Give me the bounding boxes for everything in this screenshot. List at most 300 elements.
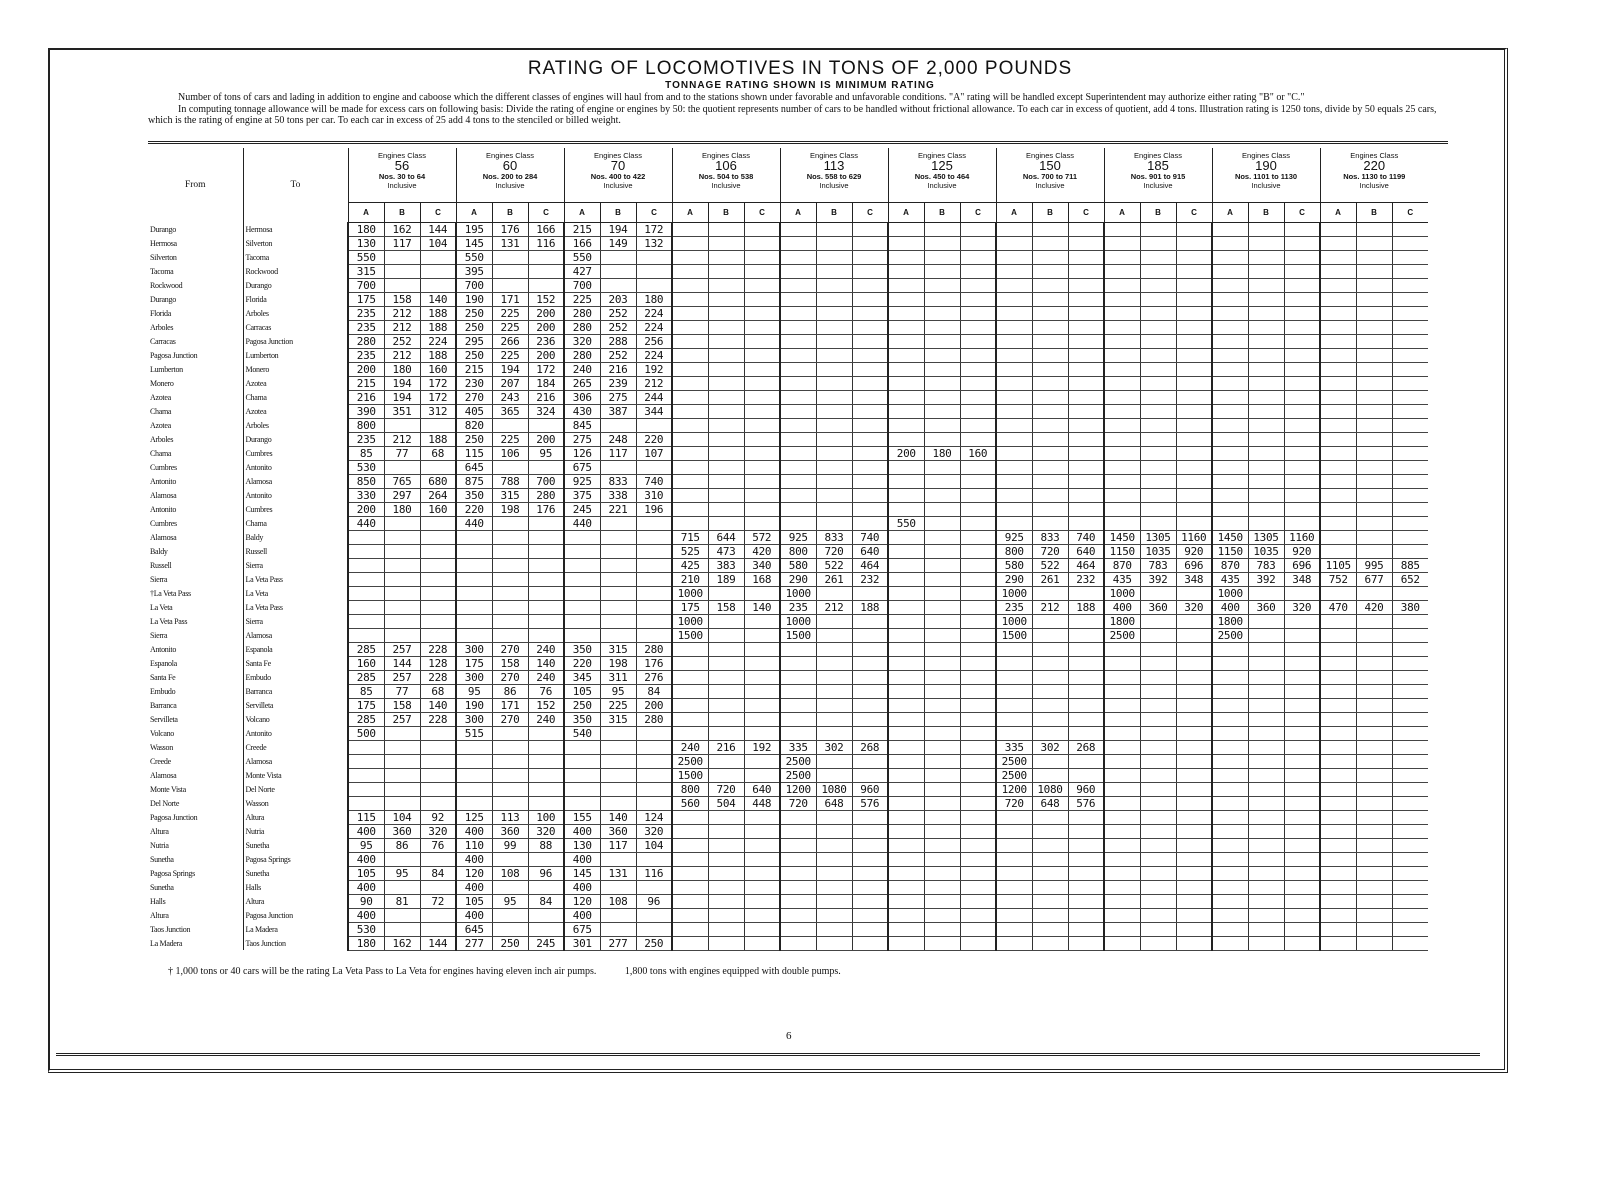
rating-cell — [924, 866, 960, 880]
rating-cell: 400 — [456, 824, 492, 838]
rating-cell — [1356, 376, 1392, 390]
rating-cell — [1176, 488, 1212, 502]
rating-cell — [384, 516, 420, 530]
rating-cell: 696 — [1284, 558, 1320, 572]
rating-cell — [420, 754, 456, 768]
from-station: Chama — [150, 448, 172, 458]
rating-cell — [1392, 446, 1428, 460]
rating-cell — [996, 320, 1032, 334]
to-station: Halls — [243, 880, 348, 894]
rating-cell — [420, 908, 456, 922]
rating-cell: 2500 — [672, 754, 708, 768]
rating-cell — [924, 222, 960, 236]
rating-cell: 2500 — [1212, 628, 1248, 642]
rating-cell — [888, 320, 924, 334]
rating-cell — [1248, 348, 1284, 362]
rating-cell — [636, 530, 672, 544]
rating-cell — [1248, 670, 1284, 684]
rating-cell — [960, 656, 996, 670]
rating-cell — [1140, 866, 1176, 880]
rating-cell — [744, 502, 780, 516]
from-station: Antonito — [150, 644, 177, 654]
rating-cell: 875 — [456, 474, 492, 488]
rating-cell — [780, 852, 816, 866]
rating-cell — [744, 306, 780, 320]
rating-cell — [780, 698, 816, 712]
rating-cell — [1248, 796, 1284, 810]
rating-cell — [672, 250, 708, 264]
rating-cell — [1032, 474, 1068, 488]
rating-cell — [888, 796, 924, 810]
rating-cell — [1032, 250, 1068, 264]
rating-cell: 1500 — [672, 768, 708, 782]
rating-cell: 198 — [600, 656, 636, 670]
rating-cell: 188 — [1068, 600, 1104, 614]
rating-cell — [672, 488, 708, 502]
rating-cell — [564, 586, 600, 600]
engines-class-label: Engines Class — [594, 151, 642, 160]
rating-cell: 1800 — [1212, 614, 1248, 628]
engine-class-header — [456, 148, 564, 202]
rating-cell — [1392, 250, 1428, 264]
rating-cell — [600, 768, 636, 782]
rating-cell — [1176, 376, 1212, 390]
rating-cell: 194 — [384, 376, 420, 390]
rating-cell — [1356, 810, 1392, 824]
rating-cell: 245 — [564, 502, 600, 516]
rating-cell — [708, 936, 744, 950]
rating-cell: 700 — [348, 278, 384, 292]
rating-cell: 320 — [636, 824, 672, 838]
rating-cell: 240 — [564, 362, 600, 376]
rating-cell — [384, 768, 420, 782]
rating-cell: 315 — [348, 264, 384, 278]
rating-cell: 125 — [456, 810, 492, 824]
engine-class-number: 125 — [931, 158, 953, 173]
rating-cell — [1032, 642, 1068, 656]
to-station: Monero — [243, 362, 348, 376]
rating-cell — [1104, 698, 1140, 712]
rating-cell — [528, 250, 564, 264]
rating-cell: 250 — [456, 432, 492, 446]
rating-cell — [1212, 502, 1248, 516]
rating-cell — [1104, 908, 1140, 922]
rating-cell — [1104, 866, 1140, 880]
rating-cell — [1140, 488, 1176, 502]
rating-cell — [672, 236, 708, 250]
rating-cell — [636, 852, 672, 866]
rating-cell: 158 — [384, 292, 420, 306]
rating-cell — [528, 740, 564, 754]
rating-cell: 700 — [528, 474, 564, 488]
rating-cell: 920 — [1176, 544, 1212, 558]
rating-cell — [1320, 656, 1356, 670]
rating-cell — [528, 614, 564, 628]
rating-cell — [1176, 222, 1212, 236]
rating-cell — [708, 306, 744, 320]
rating-cell — [888, 236, 924, 250]
to-station: Santa Fe — [243, 656, 348, 670]
rating-cell — [996, 236, 1032, 250]
rating-cell — [960, 516, 996, 530]
rating-cell — [672, 334, 708, 348]
rating-cell — [708, 628, 744, 642]
rating-cell: 400 — [564, 824, 600, 838]
rating-cell — [1104, 446, 1140, 460]
rating-cell — [1068, 222, 1104, 236]
rating-cell — [960, 628, 996, 642]
rating-cell — [1140, 936, 1176, 950]
rating-cell — [708, 852, 744, 866]
rating-cell — [780, 866, 816, 880]
rating-cell — [1140, 222, 1176, 236]
rating-cell — [1320, 614, 1356, 628]
rating-cell: 216 — [528, 390, 564, 404]
rating-cell — [528, 572, 564, 586]
rating-cell: 96 — [636, 894, 672, 908]
rating-cell: 310 — [636, 488, 672, 502]
rating-cell: 216 — [708, 740, 744, 754]
rating-cell — [636, 782, 672, 796]
rating-cell — [1320, 936, 1356, 950]
rating-cell — [924, 502, 960, 516]
to-station: Sierra — [243, 614, 348, 628]
rating-cell: 250 — [456, 348, 492, 362]
rating-letter-header: B — [1032, 202, 1068, 222]
rating-cell: 360 — [1248, 600, 1284, 614]
rating-letter-header: A — [780, 202, 816, 222]
rating-cell — [1068, 754, 1104, 768]
rating-cell — [852, 404, 888, 418]
rating-cell — [1284, 656, 1320, 670]
rating-cell — [960, 908, 996, 922]
rating-cell — [996, 670, 1032, 684]
rating-cell — [1392, 432, 1428, 446]
to-station: Hermosa — [243, 222, 348, 236]
rating-cell — [1284, 908, 1320, 922]
rating-cell — [420, 558, 456, 572]
from-station: La Veta Pass — [150, 616, 188, 626]
rating-cell — [636, 726, 672, 740]
table-row — [148, 334, 1428, 348]
rating-cell — [852, 838, 888, 852]
engine-class-number: 106 — [715, 158, 737, 173]
rating-cell — [636, 250, 672, 264]
rating-letter-header: A — [1320, 202, 1356, 222]
rating-cell — [1140, 418, 1176, 432]
rating-cell: 677 — [1356, 572, 1392, 586]
rating-cell — [744, 236, 780, 250]
rating-cell: 680 — [420, 474, 456, 488]
rating-cell — [1320, 922, 1356, 936]
rating-cell — [1068, 936, 1104, 950]
rating-cell — [1176, 670, 1212, 684]
rating-cell — [708, 670, 744, 684]
rating-cell — [1392, 376, 1428, 390]
to-station: Embudo — [243, 670, 348, 684]
rating-cell: 140 — [744, 600, 780, 614]
rating-cell — [1392, 908, 1428, 922]
rating-cell — [564, 544, 600, 558]
rating-cell — [888, 754, 924, 768]
rating-cell — [1356, 320, 1392, 334]
rating-cell — [1068, 908, 1104, 922]
rating-cell — [1212, 222, 1248, 236]
rating-cell — [924, 852, 960, 866]
rating-cell: 752 — [1320, 572, 1356, 586]
rating-cell — [1176, 726, 1212, 740]
intro-paragraph: Number of tons of cars and lading in addition to engine and caboose which the different classes of engines will haul from and to the stations shown under favorable and unfavorable conditions. "A" rating will be handled except Superintendent may authorize either rating "B" or "C." — [178, 92, 1305, 103]
inclusive-label: Inclusive — [495, 181, 525, 190]
table-row — [148, 572, 1428, 586]
rating-cell: 115 — [456, 446, 492, 460]
rating-cell — [1356, 852, 1392, 866]
rating-cell — [1284, 894, 1320, 908]
rating-cell — [780, 348, 816, 362]
rating-cell — [1176, 460, 1212, 474]
rating-cell — [1392, 726, 1428, 740]
rating-cell — [1284, 936, 1320, 950]
rating-cell — [636, 418, 672, 432]
rating-cell: 200 — [528, 320, 564, 334]
rating-cell — [600, 922, 636, 936]
rating-cell: 1200 — [996, 782, 1032, 796]
rating-cell: 95 — [348, 838, 384, 852]
rating-cell — [600, 796, 636, 810]
rating-cell — [960, 404, 996, 418]
rating-cell — [384, 880, 420, 894]
rating-cell — [888, 250, 924, 264]
rating-cell: 171 — [492, 292, 528, 306]
rating-cell — [924, 558, 960, 572]
rating-cell: 348 — [1284, 572, 1320, 586]
rating-cell — [1248, 278, 1284, 292]
rating-cell — [636, 908, 672, 922]
rating-cell — [1212, 726, 1248, 740]
table-row — [148, 782, 1428, 796]
rating-cell: 96 — [528, 866, 564, 880]
rating-cell — [1392, 740, 1428, 754]
rating-cell — [1032, 768, 1068, 782]
rating-cell — [1356, 894, 1392, 908]
rating-cell — [960, 810, 996, 824]
rating-cell — [888, 628, 924, 642]
rating-cell — [1356, 264, 1392, 278]
rating-cell — [1140, 516, 1176, 530]
rating-cell: 194 — [492, 362, 528, 376]
rating-cell: 645 — [456, 460, 492, 474]
rating-cell: 215 — [564, 222, 600, 236]
rating-cell — [1320, 516, 1356, 530]
rating-cell — [1320, 866, 1356, 880]
rating-cell — [420, 516, 456, 530]
footnote — [168, 966, 867, 977]
rating-cell — [816, 852, 852, 866]
rating-cell — [1212, 418, 1248, 432]
rating-cell: 420 — [1356, 600, 1392, 614]
rating-cell — [1068, 712, 1104, 726]
rating-cell — [492, 880, 528, 894]
rating-cell — [1176, 642, 1212, 656]
rating-cell — [420, 796, 456, 810]
rating-cell: 261 — [1032, 572, 1068, 586]
rating-cell — [744, 642, 780, 656]
rating-cell — [1320, 446, 1356, 460]
rating-cell — [888, 460, 924, 474]
rating-cell — [960, 376, 996, 390]
rating-cell: 158 — [492, 656, 528, 670]
rating-cell: 525 — [672, 544, 708, 558]
rating-cell — [996, 726, 1032, 740]
from-station: †La Veta Pass — [150, 588, 191, 598]
rating-letter-header: A — [888, 202, 924, 222]
rating-cell — [1320, 320, 1356, 334]
rating-cell: 76 — [528, 684, 564, 698]
rating-cell: 180 — [636, 292, 672, 306]
rating-cell: 175 — [348, 292, 384, 306]
engines-class-label: Engines Class — [486, 151, 534, 160]
rating-cell — [672, 418, 708, 432]
rating-cell — [1284, 320, 1320, 334]
page-title: RATING OF LOCOMOTIVES IN TONS OF 2,000 POUNDS — [527, 58, 1073, 79]
rating-cell — [924, 796, 960, 810]
rating-cell — [1212, 768, 1248, 782]
rating-cell — [960, 278, 996, 292]
rating-cell — [1356, 530, 1392, 544]
rating-cell — [852, 656, 888, 670]
rating-cell — [852, 516, 888, 530]
rating-cell — [1212, 670, 1248, 684]
rating-cell — [960, 544, 996, 558]
from-station: Rockwood — [150, 280, 183, 290]
rating-cell — [888, 670, 924, 684]
engine-class-header — [672, 148, 780, 202]
rating-cell — [960, 250, 996, 264]
table-row — [148, 432, 1428, 446]
rating-letter-header: B — [492, 202, 528, 222]
rating-cell — [1392, 516, 1428, 530]
rating-cell: 788 — [492, 474, 528, 488]
rating-cell: 215 — [456, 362, 492, 376]
rating-cell: 845 — [564, 418, 600, 432]
rating-cell — [1176, 866, 1212, 880]
rating-cell — [1140, 306, 1176, 320]
rating-cell — [744, 278, 780, 292]
table-row — [148, 852, 1428, 866]
rating-cell — [708, 460, 744, 474]
page-subtitle: TONNAGE RATING SHOWN IS MINIMUM RATING — [665, 80, 935, 91]
rating-cell: 68 — [420, 446, 456, 460]
rating-cell — [1212, 390, 1248, 404]
rating-cell: 1500 — [780, 628, 816, 642]
rating-cell — [996, 824, 1032, 838]
rating-cell — [960, 922, 996, 936]
rating-cell: 320 — [1176, 600, 1212, 614]
rating-cell — [1140, 320, 1176, 334]
rating-letter-header: C — [1068, 202, 1104, 222]
rating-cell — [1140, 698, 1176, 712]
rating-cell — [672, 852, 708, 866]
rating-cell: 1035 — [1248, 544, 1284, 558]
rating-cell: 212 — [384, 320, 420, 334]
rating-cell: 504 — [708, 796, 744, 810]
rating-cell: 400 — [348, 824, 384, 838]
to-station: Del Norte — [243, 782, 348, 796]
rating-cell — [852, 446, 888, 460]
rating-cell: 228 — [420, 712, 456, 726]
rating-cell — [1032, 278, 1068, 292]
rating-cell — [1284, 880, 1320, 894]
rating-cell — [348, 782, 384, 796]
rating-cell — [924, 236, 960, 250]
rating-cell — [780, 936, 816, 950]
rating-cell — [744, 726, 780, 740]
rating-cell — [1032, 754, 1068, 768]
rating-cell: 160 — [420, 362, 456, 376]
rating-cell — [816, 698, 852, 712]
rating-cell — [1392, 838, 1428, 852]
rating-cell — [528, 880, 564, 894]
rating-cell — [924, 922, 960, 936]
rating-cell — [852, 628, 888, 642]
rating-cell: 720 — [780, 796, 816, 810]
rating-cell — [1356, 362, 1392, 376]
rating-cell — [1176, 432, 1212, 446]
rating-cell — [1248, 320, 1284, 334]
rating-cell — [1068, 320, 1104, 334]
intro-paragraph: In computing tonnage allowance will be made for excess cars on following basis: Divide the rating of engine or engines by 50: the quotient represents number of cars to be handled without frictional allowance. To each car in excess of quotient, add 4 tons. Illustration rating is 1250 tons, divide by 50 equals 25 cars, which is the rating of engine at 50 tons per car. To each car in excess of 25 add 4 tons to the stenciled or billed weight. — [148, 103, 1437, 126]
rating-cell — [1356, 586, 1392, 600]
table-row — [148, 936, 1428, 950]
header-rule — [148, 141, 1448, 144]
rating-cell: 280 — [528, 488, 564, 502]
rating-cell — [1104, 390, 1140, 404]
rating-cell: 188 — [420, 432, 456, 446]
rating-cell — [1356, 236, 1392, 250]
engine-class-number: 220 — [1363, 158, 1386, 173]
rating-cell — [600, 278, 636, 292]
rating-cell — [672, 516, 708, 530]
rating-cell — [888, 922, 924, 936]
rating-cell: 420 — [744, 544, 780, 558]
rating-cell — [852, 866, 888, 880]
rating-cell — [1392, 614, 1428, 628]
rating-cell — [600, 614, 636, 628]
rating-cell: 580 — [996, 558, 1032, 572]
rating-cell: 515 — [456, 726, 492, 740]
rating-cell — [852, 306, 888, 320]
rating-cell — [744, 516, 780, 530]
rating-cell — [852, 936, 888, 950]
rating-cell: 162 — [384, 222, 420, 236]
rating-cell: 302 — [1032, 740, 1068, 754]
rating-cell — [1140, 782, 1176, 796]
rating-cell: 400 — [456, 852, 492, 866]
rating-cell — [708, 418, 744, 432]
rating-cell: 140 — [420, 292, 456, 306]
rating-cell — [672, 432, 708, 446]
rating-cell — [1356, 656, 1392, 670]
rating-cell: 212 — [636, 376, 672, 390]
rating-cell: 200 — [888, 446, 924, 460]
rating-cell — [1212, 362, 1248, 376]
table-row — [148, 264, 1428, 278]
rating-cell — [1176, 390, 1212, 404]
rating-cell — [1320, 544, 1356, 558]
rating-cell: 270 — [492, 642, 528, 656]
rating-cell — [1104, 670, 1140, 684]
to-station: Creede — [243, 740, 348, 754]
